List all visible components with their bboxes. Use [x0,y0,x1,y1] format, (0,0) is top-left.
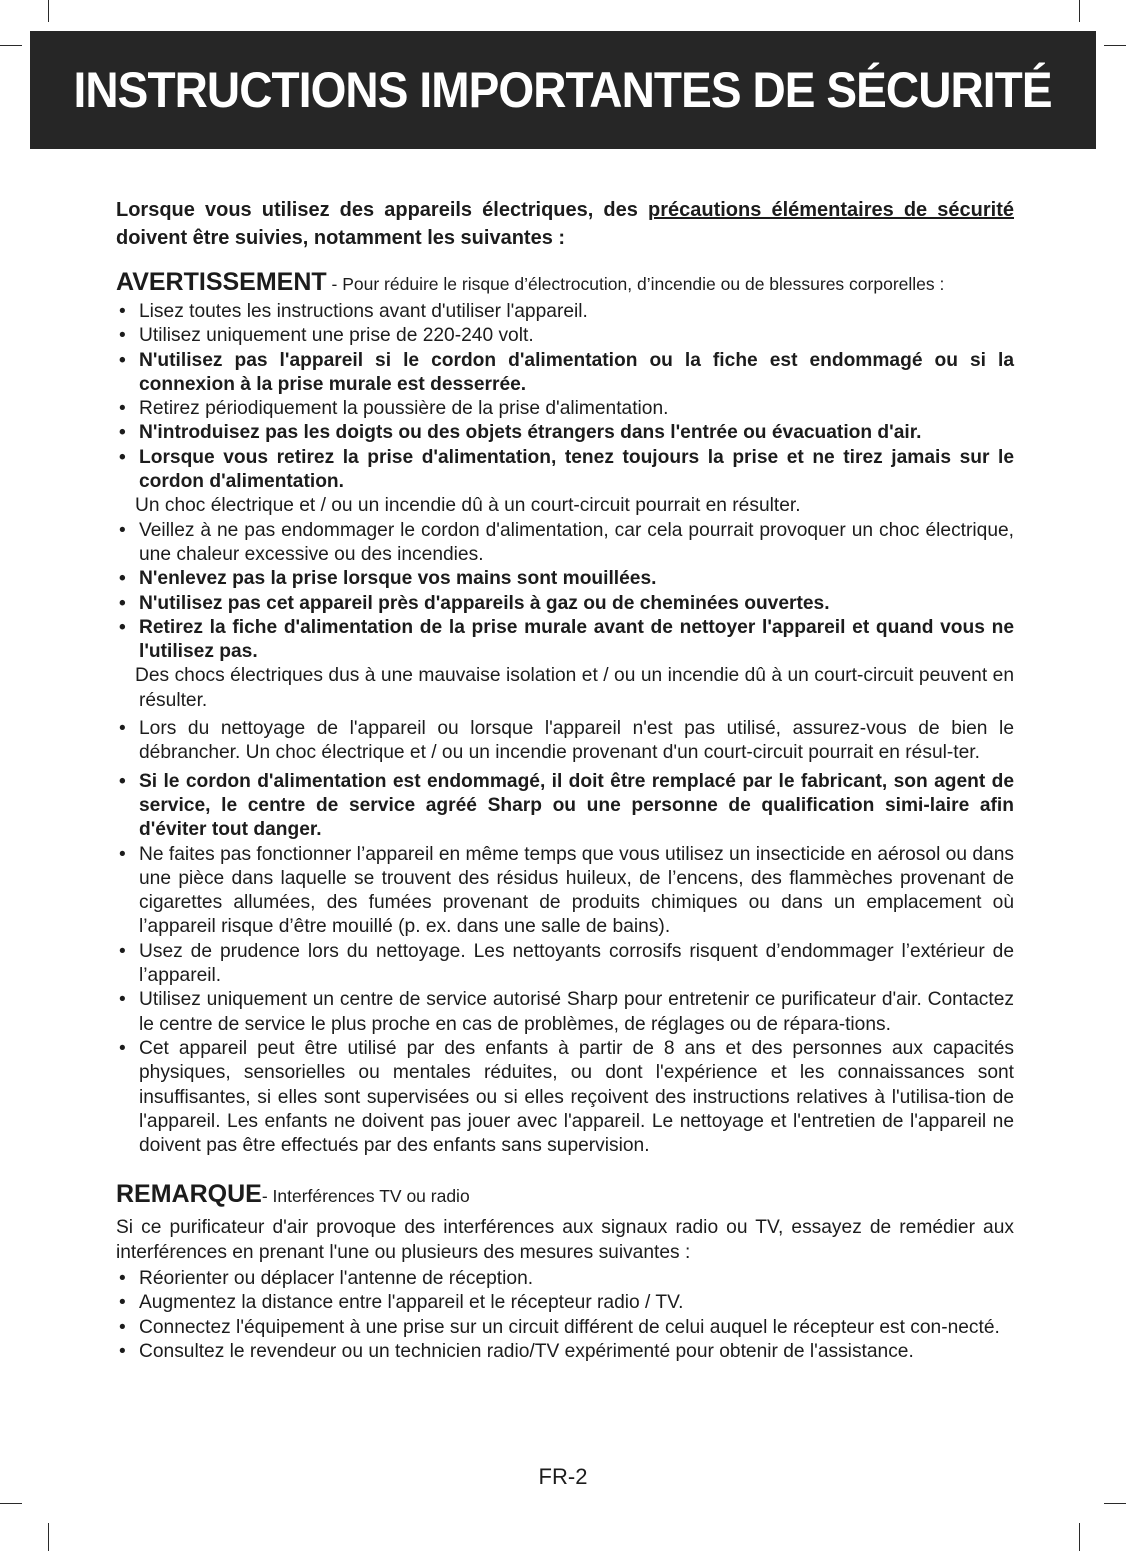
list-item-text: Augmentez la distance entre l'appareil et le récepteur radio / TV. [139,1292,684,1314]
list-item-text: Ne faites pas fonctionner l’appareil en même temps que vous utilisez un insecticide en aérosol ou dans une pièce dans laquelle se trouvent des résidus huileux, de l’encens, des flammèches provenant de cigarettes allumées, des fumées provenant de produits chimiques ou dans un emplacement où l’appareil risque d’être mouillé (p. ex. dans une salle de bains). [139,843,1014,938]
bullet-icon: • [119,446,126,468]
list-item [116,519,1014,568]
bullet-icon: • [119,1037,126,1059]
bullet-icon: • [119,1267,126,1289]
list-item-text: Utilisez uniquement une prise de 220-240 volt. [139,325,534,347]
list-item-text: Retirez périodiquement la poussière de la prise d'alimentation. [139,398,669,420]
crop-mark [0,1503,22,1504]
bullet-icon: • [119,940,126,962]
bullet-icon: • [119,989,126,1011]
list-item [116,988,1014,1037]
page-title: INSTRUCTIONS IMPORTANTES DE SÉCURITÉ [73,62,1053,118]
list-item-text: N'introduisez pas les doigts ou des objets étrangers dans l'entrée ou évacuation d'air. [139,422,922,444]
bullet-icon: • [119,616,126,638]
list-item [116,1316,1014,1340]
bullet-icon: • [119,325,126,347]
list-item [116,1037,1014,1158]
list-item [116,567,1014,591]
list-item [116,1291,1014,1315]
list-item [116,446,1014,519]
bullet-icon: • [119,568,126,590]
page-number: FR-2 [538,1464,588,1489]
list-item-text: Lorsque vous retirez la prise d'alimentation, tenez toujours la prise et ne tirez jamais sur le cordon d'alimentation. [139,446,1014,493]
remark-heading: REMARQUE [116,1180,262,1209]
document-body [116,196,1014,1364]
remark-list [116,1267,1014,1364]
bullet-icon: • [119,519,126,541]
list-item-note: Des chocs électriques dus à une mauvaise isolation et / ou un incendie dû à un court-circuit peuvent en résulter. [135,665,1014,711]
list-item-text: Réorienter ou déplacer l'antenne de réception. [139,1267,534,1289]
warning-heading: AVERTISSEMENT [116,268,327,296]
bullet-icon: • [119,301,126,322]
bullet-icon: • [119,398,126,420]
bullet-icon: • [119,1316,126,1338]
warning-subheading: - Pour réduire le risque d’électrocution, d’incendie ou de blessures corporelles : [326,274,945,294]
list-item [116,717,1014,766]
crop-mark [1104,45,1126,46]
bullet-icon: • [119,592,126,614]
list-item [116,940,1014,989]
crop-mark [48,0,49,22]
list-item [116,1340,1014,1364]
remark-paragraph: Si ce purificateur d'air provoque des interférences aux signaux radio ou TV, essayez de remédier aux interférences en prenant l'une ou plusieurs des mesures suivantes : [116,1217,1014,1263]
bullet-icon: • [119,422,126,444]
list-item-text: Lisez toutes les instructions avant d'utiliser l'appareil. [139,301,588,322]
list-item [116,770,1014,843]
remark-subheading: - Interférences TV ou radio [261,1186,470,1207]
list-item-text: N'enlevez pas la prise lorsque vos mains sont mouillées. [139,568,657,590]
list-item [116,324,1014,348]
list-item [116,421,1014,445]
bullet-icon: • [119,1292,126,1314]
crop-mark [1079,0,1080,22]
list-item [116,397,1014,421]
bullet-icon: • [119,349,126,371]
list-item-text: Consultez le revendeur ou un technicien radio/TV expérimenté pour obtenir de l'assistance. [139,1340,914,1362]
list-item [116,300,1014,324]
list-item [116,1267,1014,1291]
remark-heading-line [116,1180,1014,1210]
bullet-icon: • [119,1340,126,1362]
list-item-text: Cet appareil peut être utilisé par des enfants à partir de 8 ans et des personnes aux capacités physiques, sensorielles ou mentales réduites, ou dont l'expérience et les connaissances sont insuffisantes, si elles sont supervisées ou si elles reçoivent des instructions relatives à l'utilisa-tion de l'appareil. Les enfants ne doivent pas jouer avec l'appareil. Le nettoyage et l'entretien de l'appareil ne doivent pas être effectués par des enfants sans supervision. [139,1037,1014,1157]
bullet-icon: • [119,718,126,740]
crop-mark [1104,1503,1126,1504]
list-item [116,349,1014,398]
warning-heading-line [116,268,1014,298]
list-item-text: Usez de prudence lors du nettoyage. Les nettoyants corrosifs risquent d’endommager l’extérieur de l’appareil. [139,940,1014,987]
intro-underlined: précautions élémentaires de sécurité [647,199,1014,221]
warning-list [116,300,1014,1158]
list-item-text: Si le cordon d'alimentation est endommagé, il doit être remplacé par le fabricant, son agent de service, le centre de service agréé Sharp ou une personne de qualification simi-laire afin d'éviter tout danger. [139,770,1014,841]
bullet-icon: • [119,843,126,865]
intro-paragraph [116,196,1014,252]
intro-text-after: doivent être suivies, notamment les suivantes : [116,227,566,249]
list-item [116,616,1014,713]
title-banner [30,31,1096,149]
crop-mark [1079,1523,1080,1551]
intro-text-before: Lorsque vous utilisez des appareils électriques, des [116,199,648,221]
crop-mark [48,1523,49,1551]
list-item-note: Un choc électrique et / ou un incendie dû à un court-circuit pourrait en résulter. [135,495,801,517]
list-item-text: Lors du nettoyage de l'appareil ou lorsque l'appareil n'est pas utilisé, assurez-vous de bien le débrancher. Un choc électrique et / ou un incendie provenant d'un court-circuit pourrait en résul-ter. [139,718,1014,764]
bullet-icon: • [119,770,126,792]
list-item-text: Retirez la fiche d'alimentation de la prise murale avant de nettoyer l'appareil et quand vous ne l'utilisez pas. [139,616,1014,663]
list-item-text: Utilisez uniquement un centre de service autorisé Sharp pour entretenir ce purificateur d'air. Contactez le centre de service le plus proche en cas de problèmes, de réglages ou de répara-tions. [139,989,1014,1035]
list-item-text: Connectez l'équipement à une prise sur un circuit différent de celui auquel le récepteur est con-necté. [139,1316,1000,1338]
list-item-text: N'utilisez pas l'appareil si le cordon d'alimentation ou la fiche est endommagé ou si la connexion à la prise murale est desserrée. [139,349,1014,395]
list-item-text: N'utilisez pas cet appareil près d'appareils à gaz ou de cheminées ouvertes. [139,592,830,614]
crop-mark [0,45,22,46]
list-item [116,592,1014,616]
list-item [116,843,1014,940]
list-item-text: Veillez à ne pas endommager le cordon d'alimentation, car cela pourrait provoquer un choc électrique, une chaleur excessive ou des incendies. [139,519,1014,565]
